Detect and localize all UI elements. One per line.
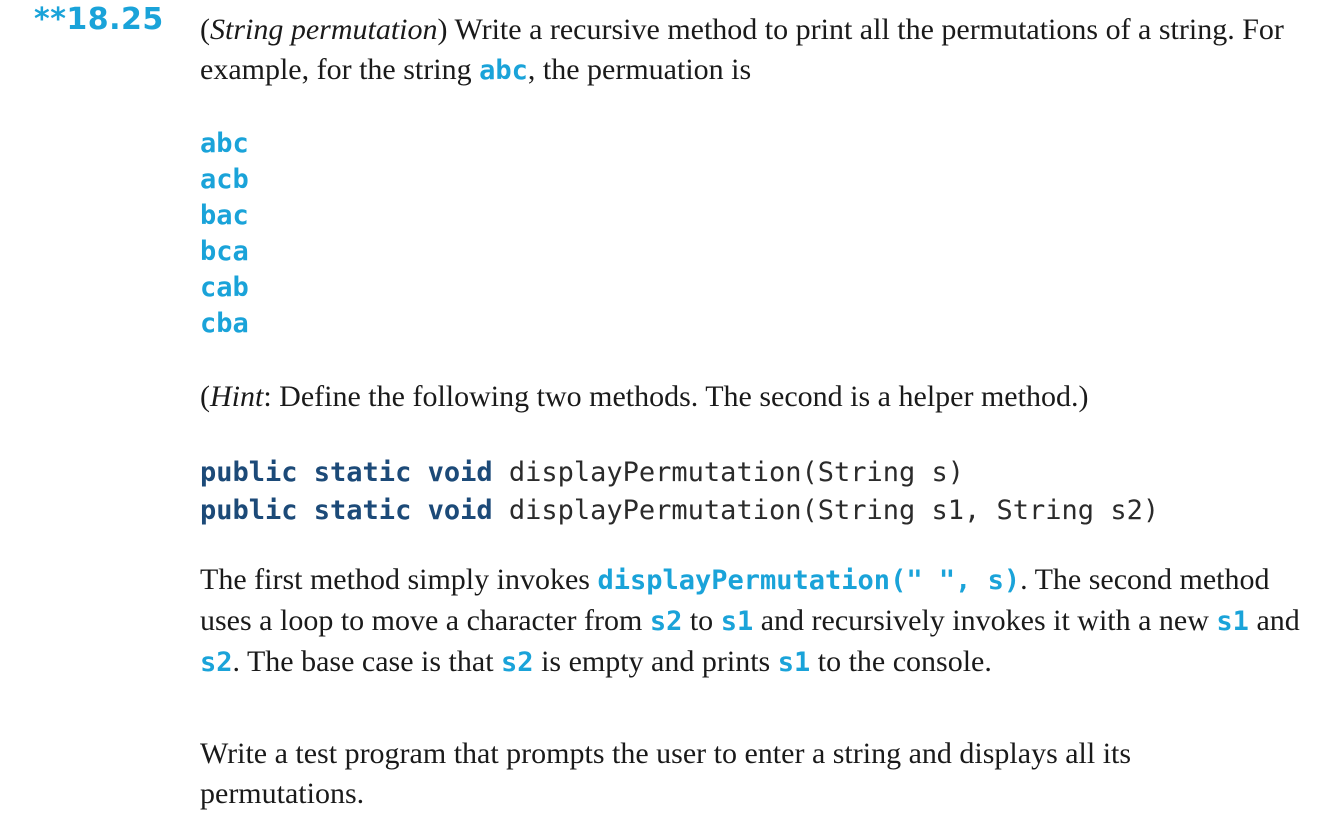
text: is empty and prints xyxy=(533,645,778,678)
text: The first method simply invokes xyxy=(200,563,598,596)
code-line-1 xyxy=(200,454,1159,492)
test-program-paragraph: Write a test program that prompts the user to enter a string and displays all its permutations. xyxy=(200,737,1132,810)
permutation-item: abc xyxy=(200,128,249,159)
hint-paragraph: (Hint: Define the following two methods. The second is a helper method.) xyxy=(200,380,1089,413)
text: to the console. xyxy=(810,645,992,678)
permutation-item: cba xyxy=(200,308,249,339)
hint-label: Hint xyxy=(210,380,264,413)
intro-text-1: Write a recursive method to print all the permutations of a string. For example, for the string xyxy=(200,13,1284,86)
code-line-2 xyxy=(200,492,1159,530)
code-keywords: public static void xyxy=(200,457,493,488)
permutation-item: cab xyxy=(200,272,249,303)
code-keywords: public static void xyxy=(200,495,493,526)
exercise-intro: (String permutation) Write a recursive method to print all the permutations of a string. For example, for the string abc, the permuation is xyxy=(200,13,1284,86)
code-rest: displayPermutation(String s1, String s2) xyxy=(492,495,1160,526)
text: and xyxy=(1248,604,1300,637)
exercise-number: **18.25 xyxy=(34,2,164,37)
hint-text: : Define the following two methods. The second is a helper method.) xyxy=(263,380,1089,413)
permutation-item: bca xyxy=(200,236,249,267)
text: . The base case is that xyxy=(232,645,502,678)
inline-code: s2 xyxy=(649,606,683,637)
text: to xyxy=(682,604,721,637)
inline-code: s2 xyxy=(501,647,534,678)
intro-code-abc: abc xyxy=(479,55,528,86)
inline-code: s2 xyxy=(200,647,233,678)
inline-code: displayPermutation(" ", s) xyxy=(597,565,1021,596)
explanation-paragraph xyxy=(200,560,1300,683)
inline-code: s1 xyxy=(777,647,811,678)
inline-code: s1 xyxy=(1216,606,1249,637)
method-signatures xyxy=(200,454,1159,530)
permutation-list xyxy=(200,126,249,342)
permutation-item: acb xyxy=(200,164,249,195)
inline-code: s1 xyxy=(720,606,754,637)
permutation-item: bac xyxy=(200,200,249,231)
intro-text-2: , the permuation is xyxy=(527,53,752,86)
text: and recursively invokes it with a new xyxy=(753,604,1217,637)
exercise-title: String permutation xyxy=(210,13,438,46)
text: . The second method uses a loop to move a character from xyxy=(200,563,1270,637)
code-rest: displayPermutation(String s) xyxy=(492,457,965,488)
